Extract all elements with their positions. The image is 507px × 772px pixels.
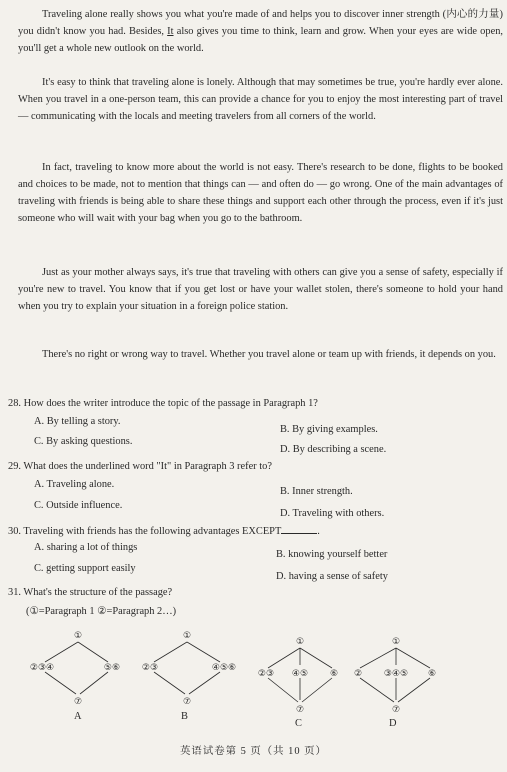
diagram-a-edge (80, 672, 108, 694)
q29-option-d[interactable]: D. Traveling with others. (280, 508, 385, 519)
diagram-c-edge (302, 678, 332, 702)
q28-option-b[interactable]: B. By giving examples. (280, 424, 378, 435)
diagram-b-left: ②③ (141, 663, 159, 673)
q29-option-c[interactable]: C. Outside influence. (34, 500, 123, 511)
answer-blank (281, 523, 317, 534)
diagram-a-svg (20, 628, 130, 718)
question-30-text: 30. Traveling with friends has the following advantages EXCEPT (8, 526, 282, 537)
paragraph-3: In fact, traveling to know more about the world is not easy. There's research to be done, flights to be booked and choices to be made, not to mention that things can — and often do — go wrong. One of the main advantages of traveling with friends is being able to share these things and support each other through the process, even if it's just someone who will wait with your bag when you go to the bathroom. (18, 162, 503, 224)
q30-option-a[interactable]: A. sharing a lot of things (34, 542, 138, 553)
paragraph-1-text-b: also gives you time to think, learn and grow. When your eyes are wide open, you'll get a whole new outlook on the world. (18, 26, 503, 54)
diagram-c-edge (268, 678, 298, 702)
paragraph-1 (18, 6, 503, 57)
q28-option-d[interactable]: D. By describing a scene. (280, 444, 387, 455)
diagram-a-edge (78, 642, 108, 662)
diagram-d-label: D (389, 718, 397, 729)
diagram-a-top: ① (73, 631, 83, 641)
diagram-d-right: ⑥ (427, 669, 437, 679)
q28-option-a[interactable]: A. By telling a story. (34, 416, 121, 427)
question-30-stem: 30. Traveling with friends has the following advantages EXCEPT . (8, 523, 498, 539)
q29-option-a[interactable]: A. Traveling alone. (34, 479, 115, 490)
underlined-word-it: It (167, 26, 174, 37)
diagram-a-edge (45, 642, 78, 662)
question-31-note: (①=Paragraph 1 ②=Paragraph 2…) (26, 606, 177, 617)
question-31-stem: 31. What's the structure of the passage? (8, 587, 173, 598)
q28-option-c[interactable]: C. By asking questions. (34, 436, 133, 447)
diagram-d-svg (348, 634, 458, 726)
structure-diagram-b[interactable] (132, 628, 242, 718)
diagram-c-edge (300, 648, 332, 668)
diagram-a-bottom: ⑦ (73, 697, 83, 707)
q29-option-b[interactable]: B. Inner strength. (280, 486, 353, 497)
diagram-d-edge (360, 648, 396, 668)
diagram-d-edge (360, 678, 394, 702)
diagram-b-top: ① (182, 631, 192, 641)
structure-diagram-c[interactable] (248, 634, 358, 726)
question-28-stem: 28. How does the writer introduce the topic of the passage in Paragraph 1? (8, 398, 318, 409)
diagram-b-edge (187, 642, 220, 662)
diagram-a-left: ②③④ (29, 663, 55, 673)
diagram-c-top: ① (295, 637, 305, 647)
diagram-b-label: B (181, 711, 188, 722)
diagram-a-right: ⑤⑥ (103, 663, 121, 673)
diagram-b-edge (154, 672, 185, 694)
diagram-c-left: ②③ (257, 669, 275, 679)
diagram-b-edge (154, 642, 187, 662)
diagram-c-middle: ④⑤ (291, 669, 309, 679)
diagram-b-svg (132, 628, 242, 718)
diagram-a-label: A (74, 711, 82, 722)
diagram-d-bottom: ⑦ (391, 705, 401, 715)
diagram-b-bottom: ⑦ (182, 697, 192, 707)
paragraph-2: It's easy to think that traveling alone is lonely. Although that may sometimes be true, you're hardly ever alone. When you travel in a one-person team, this can provide a chance for you to enjoy the most interesting part of travel — communicating with the locals and meeting travelers from all corners of the world. (18, 77, 503, 122)
diagram-b-right: ④⑤⑥ (211, 663, 237, 673)
paragraph-5: There's no right or wrong way to travel. Whether you travel alone or team up with friends, it depends on you. (42, 349, 496, 360)
q30-option-b[interactable]: B. knowing yourself better (276, 549, 388, 560)
diagram-c-svg (248, 634, 358, 726)
diagram-b-edge (189, 672, 220, 694)
diagram-d-edge (396, 648, 430, 668)
paragraph-4: Just as your mother always says, it's true that traveling with others can give you a sense of safety, especially if you're new to travel. You know that if you get lost or have your wallet stolen, there's someone to hold your hand when you try to explain your situation in a foreign police station. (18, 267, 503, 312)
diagram-d-edge (398, 678, 430, 702)
page-footer: 英语试卷第 5 页（共 10 页） (180, 746, 327, 757)
diagram-c-label: C (295, 718, 302, 729)
diagram-c-right: ⑥ (329, 669, 339, 679)
diagram-a-edge (45, 672, 76, 694)
diagram-d-top: ① (391, 637, 401, 647)
diagram-c-edge (268, 648, 300, 668)
structure-diagram-d[interactable] (348, 634, 458, 726)
question-29-stem: 29. What does the underlined word "It" in Paragraph 3 refer to? (8, 461, 272, 472)
structure-diagram-a[interactable] (20, 628, 130, 718)
diagram-d-left: ② (353, 669, 363, 679)
q30-option-d[interactable]: D. having a sense of safety (276, 571, 388, 582)
diagram-d-middle: ③④⑤ (383, 669, 409, 679)
paragraph-1-text-a: Traveling alone really shows you what you're made of and helps you to discover inner strength (内心的力量) you didn't know you had. Besides, (18, 9, 503, 37)
diagram-c-bottom: ⑦ (295, 705, 305, 715)
q30-option-c[interactable]: C. getting support easily (34, 563, 136, 574)
